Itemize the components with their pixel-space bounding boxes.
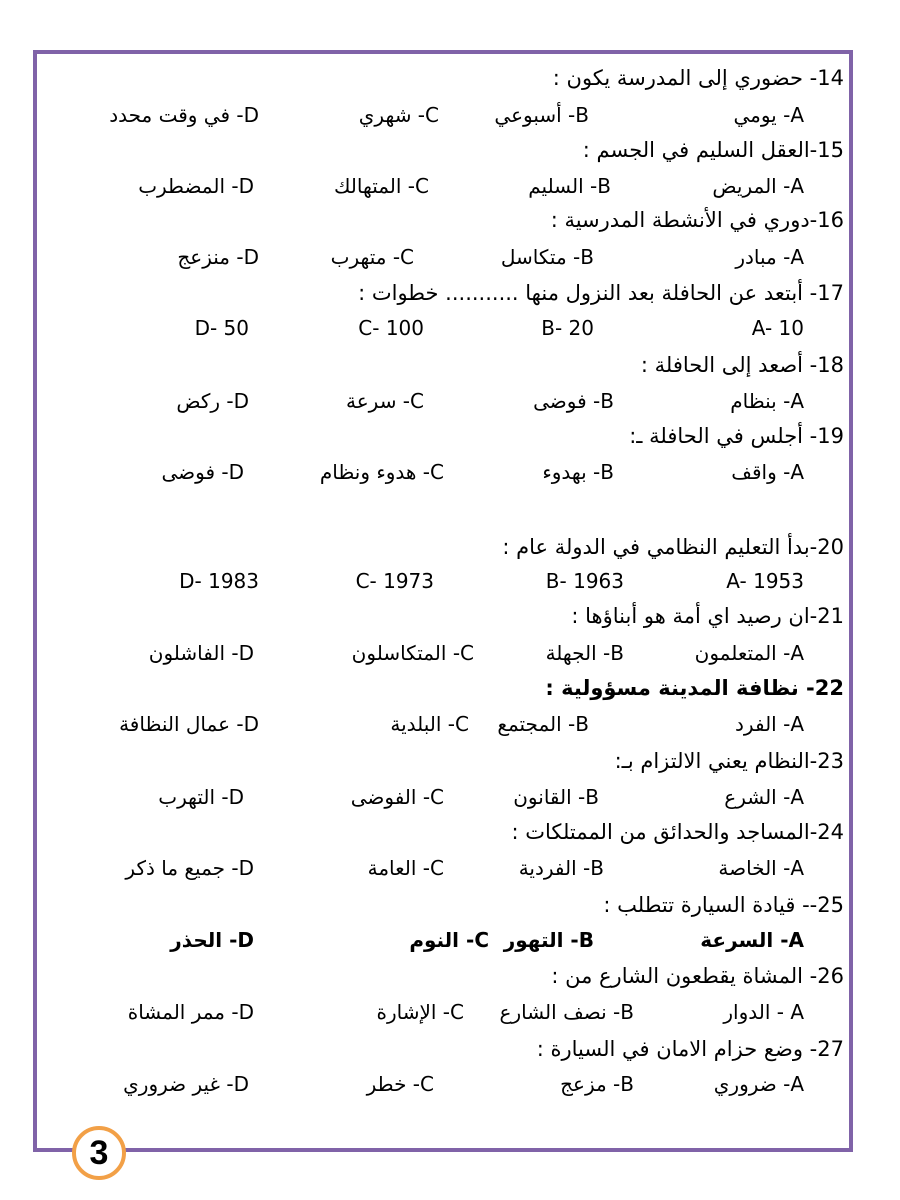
option-c: C- الإشارة (376, 1000, 464, 1024)
option-d: D- في وقت محدد (109, 103, 259, 127)
option-c: C- البلدية (390, 712, 469, 736)
question-21: 21-ان رصيد اي أمة هو أبناؤها : (571, 604, 844, 628)
option-d: D- المضطرب (138, 174, 254, 198)
options-17 (40, 314, 844, 342)
option-b: B- الجهلة (545, 641, 624, 665)
option-a: A- الخاصة (718, 856, 804, 880)
option-c: C- المتهالك (333, 174, 429, 198)
option-b: B- السليم (528, 174, 611, 198)
question-20: 20-بدأ التعليم النظامي في الدولة عام : (502, 535, 844, 559)
option-d: D- فوضى (161, 460, 244, 484)
option-a: A- المريض (712, 174, 804, 198)
option-d: D- الفاشلون (148, 641, 254, 665)
option-b: B- المجتمع (497, 712, 589, 736)
option-d: D- جميع ما ذكر (125, 856, 254, 880)
option-c: C- النوم (409, 928, 489, 952)
page-number-badge: 3 (72, 1126, 126, 1180)
option-b: B- أسبوعي (494, 103, 589, 127)
question-15: 15-العقل السليم في الجسم : (582, 138, 844, 162)
option-d: D- عمال النظافة (119, 712, 259, 736)
option-d: D- التهرب (158, 785, 244, 809)
options-14 (40, 101, 844, 129)
option-a: A- واقف (731, 460, 804, 484)
question-16: 16-دوري في الأنشطة المدرسية : (550, 208, 844, 232)
option-b: B- نصف الشارع (499, 1000, 634, 1024)
question-17: 17- أبتعد عن الحافلة بعد النزول منها ........... خطوات : (358, 281, 844, 305)
option-b: B- التهور (503, 928, 594, 952)
option-d: D- 50 (194, 316, 249, 340)
question-24: 24-المساجد والحدائق من الممتلكات : (511, 820, 844, 844)
question-22: 22- نظافة المدينة مسؤولية : (545, 676, 844, 700)
option-d: D- 1983 (179, 569, 259, 593)
option-b: B- القانون (513, 785, 599, 809)
options-18 (40, 387, 844, 415)
option-b: B- بهدوء (542, 460, 614, 484)
options-26 (40, 998, 844, 1026)
option-a: A- السرعة (700, 928, 804, 952)
options-24 (40, 854, 844, 882)
option-d: D- ركض (176, 389, 249, 413)
option-b: B- 20 (541, 316, 594, 340)
option-c: C- شهري (358, 103, 439, 127)
question-25: 25-- قيادة السيارة تتطلب : (603, 893, 844, 917)
option-a: A- المتعلمون (694, 641, 804, 665)
option-a: A- مبادر (735, 245, 804, 269)
options-23 (40, 783, 844, 811)
option-c: C- الفوضى (350, 785, 444, 809)
option-c: C- العامة (367, 856, 444, 880)
question-26: 26- المشاة يقطعون الشارع من : (551, 964, 844, 988)
options-27 (40, 1070, 844, 1098)
options-16 (40, 243, 844, 271)
options-19 (40, 458, 844, 486)
question-19: 19- أجلس في الحافلة ـ: (629, 424, 844, 448)
option-a: A- ضروري (713, 1072, 804, 1096)
option-a: A - الدوار (723, 1000, 804, 1024)
options-25 (40, 926, 844, 954)
options-22 (40, 710, 844, 738)
option-a: A- الفرد (735, 712, 804, 736)
option-a: A- 10 (751, 316, 804, 340)
option-d: D- غير ضروري (123, 1072, 249, 1096)
option-c: C- 1973 (355, 569, 434, 593)
option-a: A- بنظام (730, 389, 804, 413)
option-c: C- خطر (366, 1072, 434, 1096)
option-d: D- الحذر (170, 928, 254, 952)
option-a: A- الشرع (724, 785, 804, 809)
option-b: B- 1963 (545, 569, 624, 593)
question-23: 23-النظام يعني الالتزام بـ: (614, 749, 844, 773)
option-b: B- متكاسل (500, 245, 594, 269)
question-27: 27- وضع حزام الامان في السيارة : (536, 1037, 844, 1061)
option-b: B- فوضى (533, 389, 614, 413)
options-20 (40, 567, 844, 595)
option-c: C- هدوء ونظام (319, 460, 444, 484)
option-a: A- 1953 (726, 569, 804, 593)
option-a: A- يومي (733, 103, 804, 127)
option-b: B- الفردية (518, 856, 604, 880)
option-c: C- سرعة (346, 389, 424, 413)
option-c: C- متهرب (330, 245, 414, 269)
question-18: 18- أصعد إلى الحافلة : (640, 353, 844, 377)
option-b: B- مزعج (560, 1072, 634, 1096)
option-c: C- 100 (358, 316, 424, 340)
options-15 (40, 172, 844, 200)
option-d: D- ممر المشاة (127, 1000, 254, 1024)
option-c: C- المتكاسلون (351, 641, 474, 665)
option-d: D- منزعج (177, 245, 259, 269)
question-14: 14- حضوري إلى المدرسة يكون : (552, 66, 844, 90)
options-21 (40, 639, 844, 667)
